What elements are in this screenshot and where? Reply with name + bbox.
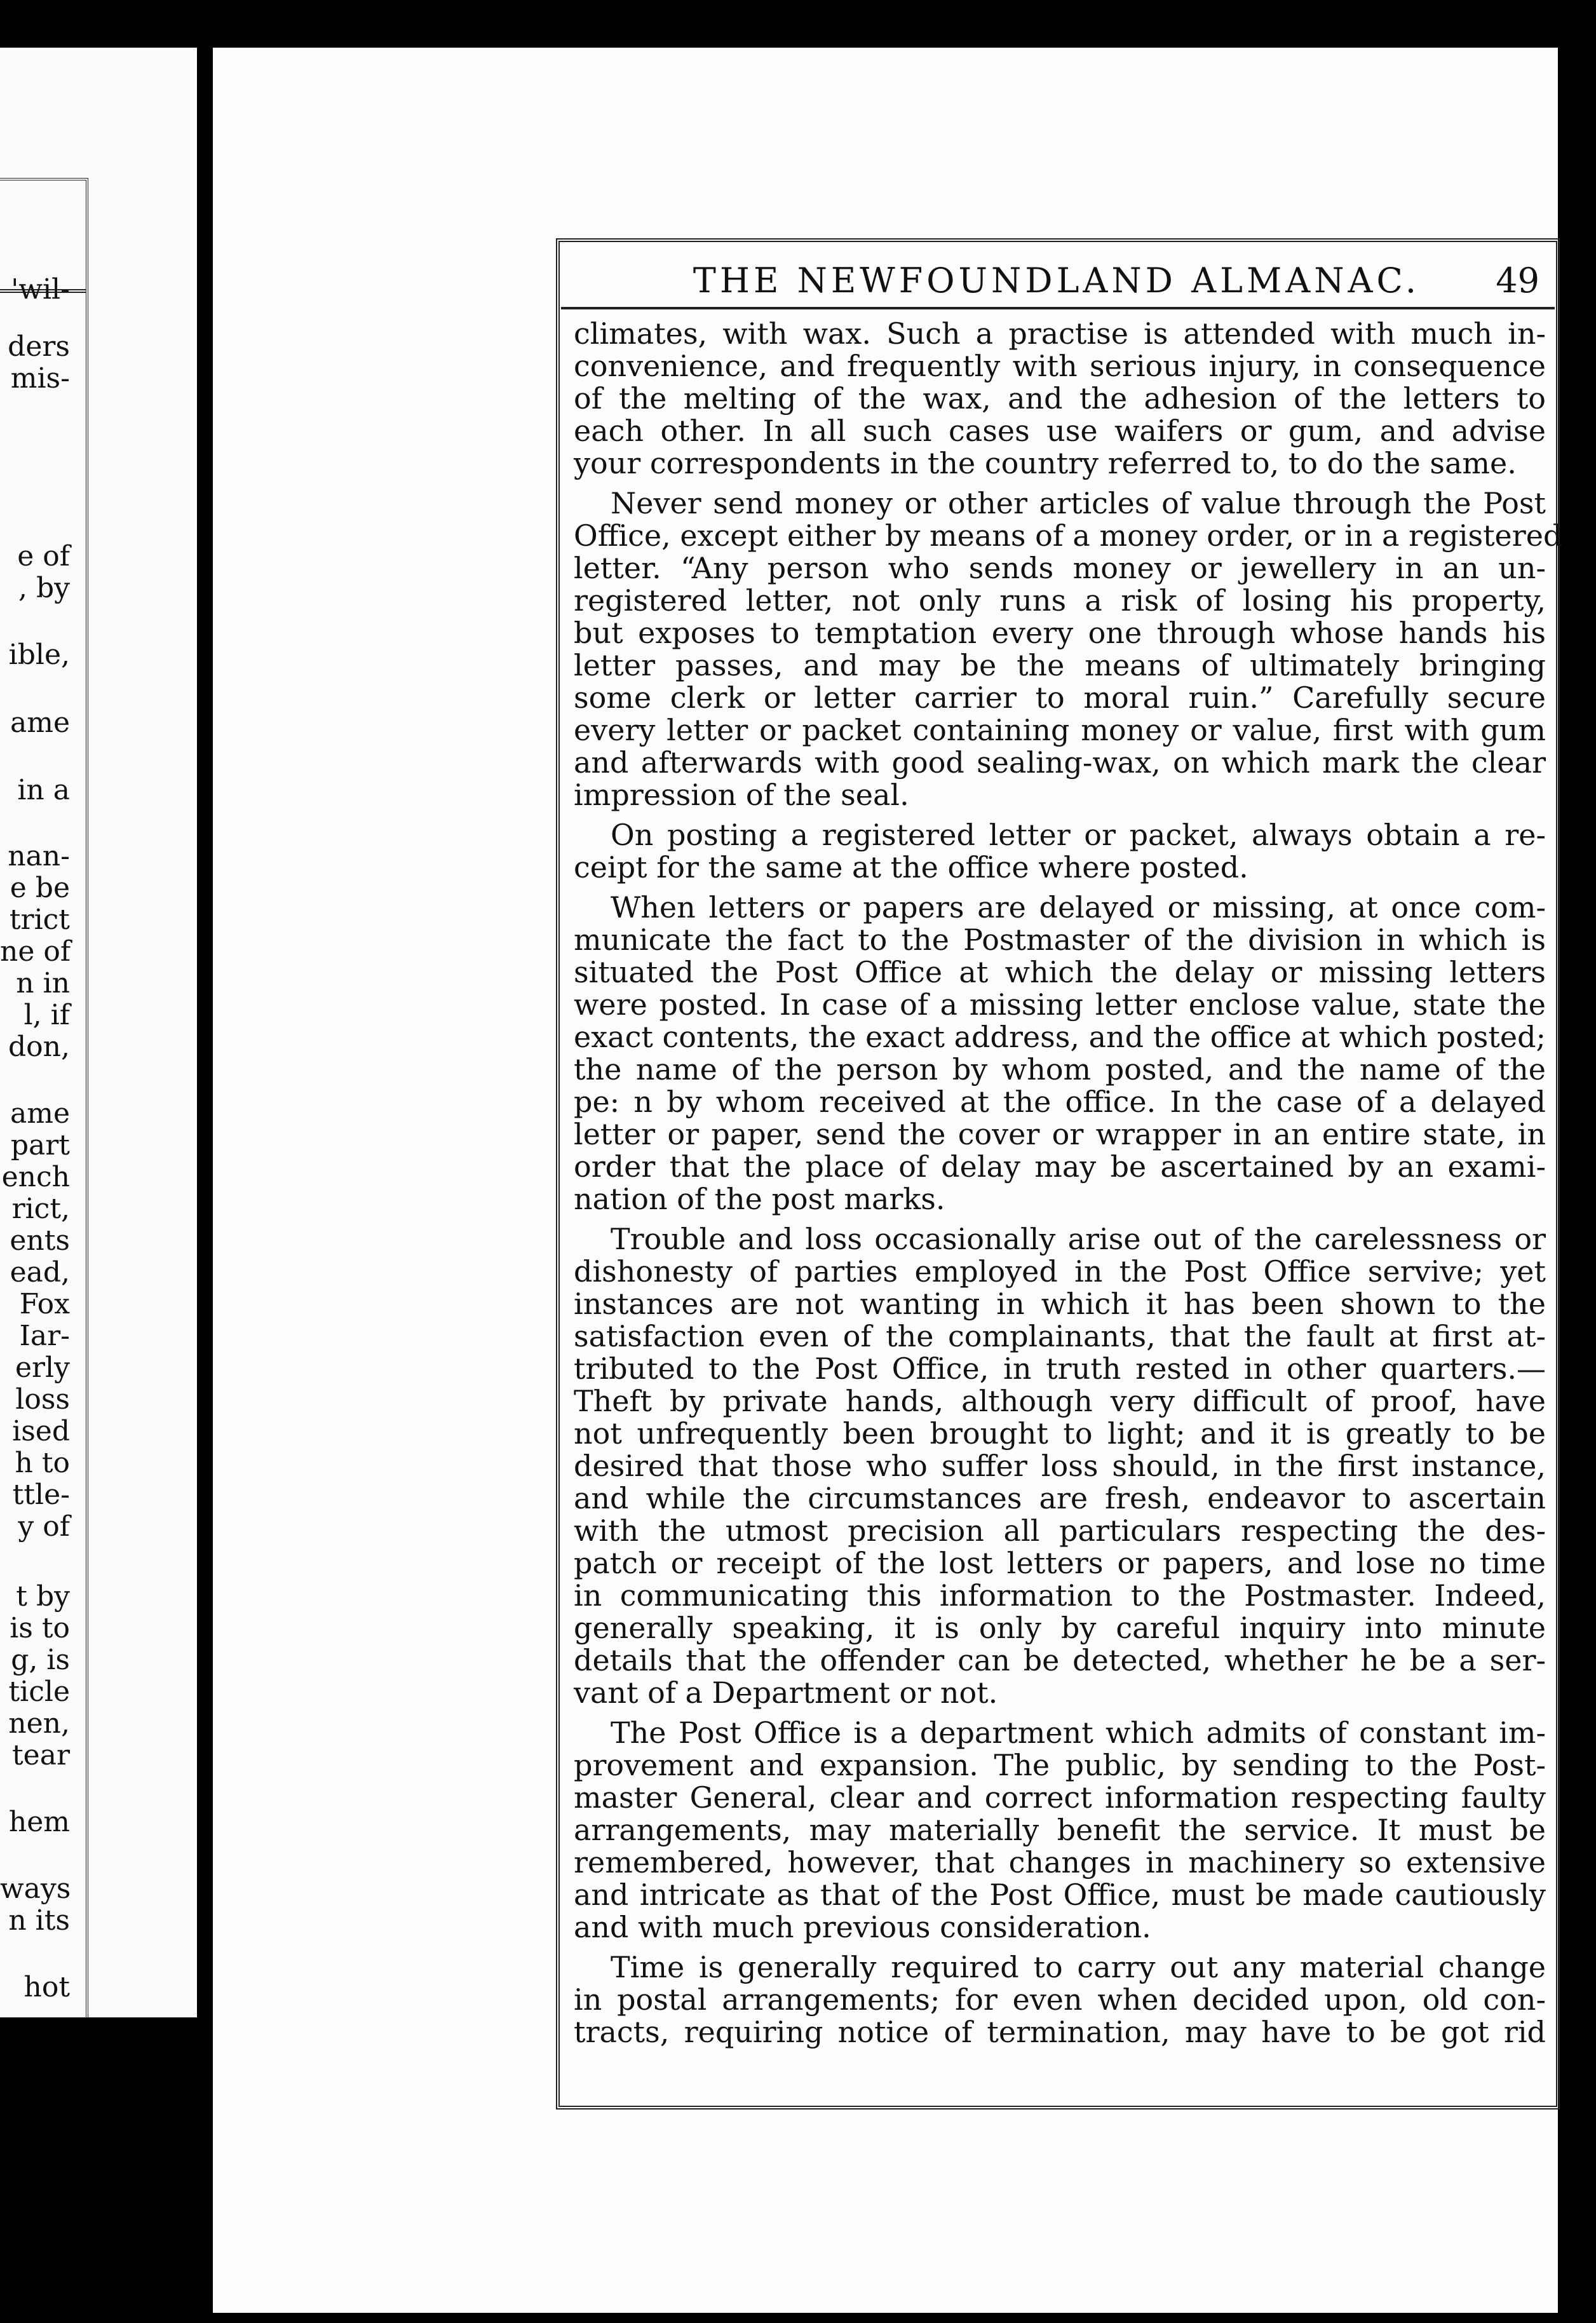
text-line: patch or receipt of the lost letters or papers, and lose no time	[574, 1546, 1546, 1580]
text-line: pe: n by whom received at the office. In the case of a delayed	[574, 1085, 1546, 1119]
text-line: and with much previous consideration.	[574, 1910, 1151, 1944]
text-line: situated the Post Office at which the delay or missing letters	[574, 955, 1546, 989]
text-line: tracts, requiring notice of termination, may have to be got rid	[574, 2015, 1546, 2049]
previous-page-fragment: Iar-	[19, 1320, 70, 1352]
text-line: letter or paper, send the cover or wrapper in an entire state, in	[574, 1117, 1546, 1151]
previous-page-fragment: e of	[17, 540, 70, 572]
previous-page-fragment: ame	[10, 707, 70, 739]
text-line: Office, except either by means of a money order, or in a registered	[574, 518, 1562, 553]
text-line: tributed to the Post Office, in truth rested in other quarters.—	[574, 1351, 1546, 1386]
previous-page-fragment: nen,	[8, 1707, 70, 1740]
previous-page-fragment: Fox	[19, 1288, 70, 1320]
paragraph	[574, 819, 1546, 884]
text-line: dishonesty of parties employed in the Post Office servive; yet	[574, 1254, 1546, 1289]
text-line: registered letter, not only runs a risk of losing his property,	[574, 583, 1546, 618]
text-line: not unfrequently been brought to light; and it is greatly to be	[574, 1416, 1546, 1451]
text-line: letter passes, and may be the means of ultimately bringing	[574, 648, 1546, 682]
previous-page-fragment: loss	[15, 1383, 70, 1416]
paragraph	[574, 1951, 1546, 2049]
text-line: convenience, and frequently with serious injury, in consequence	[574, 349, 1546, 383]
text-line: letter. “Any person who sends money or jewellery in an un-	[574, 551, 1546, 585]
previous-page-fragment: t by	[16, 1580, 70, 1613]
text-line: nation of the post marks.	[574, 1182, 945, 1216]
almanac-page	[213, 48, 1562, 2313]
previous-page-fragment: ised	[12, 1415, 70, 1447]
previous-page-fragment: in a	[17, 774, 70, 806]
article-body	[574, 316, 1562, 2049]
previous-page-fragment: trict	[9, 904, 70, 936]
previous-page-fragment: ticle	[8, 1676, 70, 1708]
text-line: ceipt for the same at the office where posted.	[574, 850, 1248, 884]
text-line: and intricate as that of the Post Office, must be made cautiously	[574, 1878, 1546, 1912]
text-line: When letters or papers are delayed or missing, at once com-	[611, 890, 1546, 924]
text-line: Theft by private hands, although very difficult of proof, have	[574, 1384, 1546, 1418]
previous-page-fragment: , by	[18, 572, 70, 604]
text-line: and afterwards with good sealing-wax, on which mark the clear	[574, 745, 1546, 780]
previous-page-fragment: 'wil-	[11, 273, 70, 306]
text-line: in communicating this information to the Postmaster. Indeed,	[574, 1578, 1546, 1613]
text-line: and while the circumstances are fresh, endeavor to ascertain	[574, 1481, 1546, 1515]
text-line: details that the offender can be detected, whether he be a ser-	[574, 1643, 1546, 1677]
text-line: in postal arrangements; for even when decided upon, old con-	[574, 1982, 1546, 2017]
text-line: exact contents, the exact address, and the office at which posted;	[574, 1020, 1546, 1054]
text-line: impression of the seal.	[574, 778, 909, 812]
text-line: each other. In all such cases use waifers or gum, and advise	[574, 414, 1546, 448]
previous-page-fragment: n its	[8, 1904, 70, 1937]
previous-page-fragment: h to	[15, 1447, 70, 1479]
text-line: the name of the person by whom posted, and the name of the	[574, 1052, 1546, 1087]
text-line: desired that those who suffer loss should, in the first instance,	[574, 1449, 1546, 1483]
text-line: Trouble and loss occasionally arise out of the carelessness or	[611, 1222, 1546, 1256]
previous-page-fragment: ench	[1, 1161, 70, 1193]
text-line: Never send money or other articles of value through the Post	[611, 486, 1546, 520]
previous-page-fragment: part	[10, 1129, 70, 1162]
text-line: order that the place of delay may be ascertained by an exami-	[574, 1149, 1546, 1184]
previous-page-fragment: y of	[18, 1510, 70, 1543]
previous-page-fragment: tear	[12, 1739, 70, 1771]
previous-page-fragment: mis-	[10, 362, 70, 395]
paragraph	[574, 891, 1546, 1216]
page-header	[561, 254, 1552, 311]
paragraph	[574, 1223, 1546, 1709]
text-line: with the utmost precision all particulars respecting the des-	[574, 1514, 1546, 1548]
text-line: of the melting of the wax, and the adhesion of the letters to	[574, 381, 1546, 416]
header-rule	[561, 307, 1555, 309]
paragraph	[574, 486, 1562, 812]
previous-page-fragment: ttle-	[12, 1479, 70, 1511]
previous-page-fragment: don,	[8, 1031, 70, 1063]
previous-page	[0, 48, 197, 2017]
text-line: The Post Office is a department which admits of constant im-	[611, 1716, 1546, 1750]
running-title: THE NEWFOUNDLAND ALMANAC.	[693, 261, 1421, 301]
text-line: some clerk or letter carrier to moral ruin.” Carefully secure	[574, 681, 1546, 715]
text-line: provement and expansion. The public, by sending to the Post-	[574, 1748, 1546, 1782]
previous-page-fragment: ible,	[8, 639, 70, 671]
paragraph	[574, 1717, 1546, 1944]
text-line: satisfaction even of the complainants, that the fault at first at-	[574, 1319, 1546, 1353]
previous-page-fragment: hem	[8, 1806, 70, 1838]
previous-page-fragment: is to	[10, 1612, 70, 1644]
text-line: but exposes to temptation every one through whose hands his	[574, 616, 1546, 650]
text-line: were posted. In case of a missing letter enclose value, state the	[574, 987, 1546, 1022]
previous-page-fragment: ame	[10, 1097, 70, 1130]
previous-page-fragment: rict,	[11, 1193, 70, 1225]
text-line: your correspondents in the country referred to, to do the same.	[574, 446, 1517, 480]
text-line: Time is generally required to carry out any material change	[611, 1950, 1546, 1984]
previous-page-fragment: l, if	[24, 999, 70, 1031]
previous-page-fragment: erly	[15, 1351, 70, 1384]
text-line: climates, with wax. Such a practise is attended with much in-	[574, 316, 1546, 351]
text-line: instances are not wanting in which it has been shown to the	[574, 1287, 1546, 1321]
text-line: arrangements, may materially benefit the service. It must be	[574, 1813, 1546, 1847]
text-line: generally speaking, it is only by careful inquiry into minute	[574, 1611, 1546, 1645]
text-line: vant of a Department or not.	[574, 1676, 998, 1710]
page-number: 49	[1496, 261, 1539, 301]
text-line: municate the fact to the Postmaster of the division in which is	[574, 923, 1546, 957]
previous-page-fragment: nan-	[8, 840, 70, 872]
text-line: On posting a registered letter or packet, always obtain a re-	[611, 818, 1546, 852]
previous-page-fragment: e be	[10, 872, 70, 904]
previous-page-fragment: n in	[16, 967, 70, 999]
previous-page-fragment: hot	[24, 1971, 70, 2003]
previous-page-fragment: ead,	[10, 1256, 70, 1289]
previous-page-fragment: ents	[10, 1224, 70, 1257]
text-line: remembered, however, that changes in machinery so extensive	[574, 1845, 1546, 1879]
text-line: every letter or packet containing money or value, first with gum	[574, 713, 1546, 747]
previous-page-fragment: g, is	[11, 1644, 70, 1676]
paragraph	[574, 318, 1546, 480]
previous-page-fragment: ways	[0, 1873, 71, 1905]
previous-page-fragment: ne of	[0, 935, 71, 968]
text-line: master General, clear and correct information respecting faulty	[574, 1780, 1546, 1815]
previous-page-fragment: ders	[8, 330, 70, 363]
